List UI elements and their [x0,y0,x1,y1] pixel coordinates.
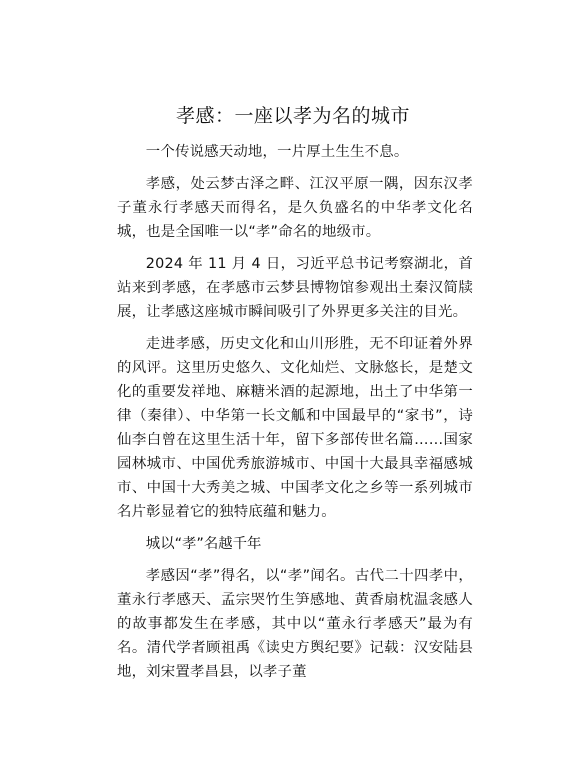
section-heading: 城以“孝”名越千年 [145,536,262,552]
paragraph-filial-piety: 孝感因“孝”得名，以“孝”闻名。古代二十四孝中，董永行孝感天、孟宗哭竹生笋感地、黄香扇枕温衾感人的故事都发生在孝感，其中以“董永行孝感天”最为有名。清代学者顾祖禹《读史方舆纪要》记载：汉安陆县地，刘宋置孝昌县，以孝子董 [117,568,473,680]
paragraph-intro: 一个传说感天动地，一片厚土生生不息。 [145,144,409,160]
paragraph-culture: 走进孝感，历史文化和山川形胜，无不印证着外界的风评。这里历史悠久、文化灿烂、文脉悠长，是楚文化的重要发祥地、麻糖米酒的起源地，出土了中华第一律（秦律）、中华第一长文觚和中国最早的“家书”，诗仙李白曾在这里生活十年，留下多部传世名篇……国家园林城市、中国优秀旅游城市、中国十大最具幸福感城市、中国十大秀美之城、中国孝文化之乡等一系列城市名片彰显着它的独特底蕴和魅力。 [117,336,473,520]
article-title: 孝感：一座以孝为名的城市 [175,105,410,127]
paragraph-visit: 2024 年 11 月 4 日，习近平总书记考察湖北，首站来到孝感，在孝感市云梦县博物馆参观出土秦汉简牍展，让孝感这座城市瞬间吸引了外界更多关注的目光。 [117,256,473,320]
article-body [117,140,473,692]
paragraph-city-origin: 孝感，处云梦古泽之畔、江汉平原一隅，因东汉孝子董永行孝感天而得名，是久负盛名的中华孝文化名城，也是全国唯一以“孝”命名的地级市。 [117,176,473,240]
